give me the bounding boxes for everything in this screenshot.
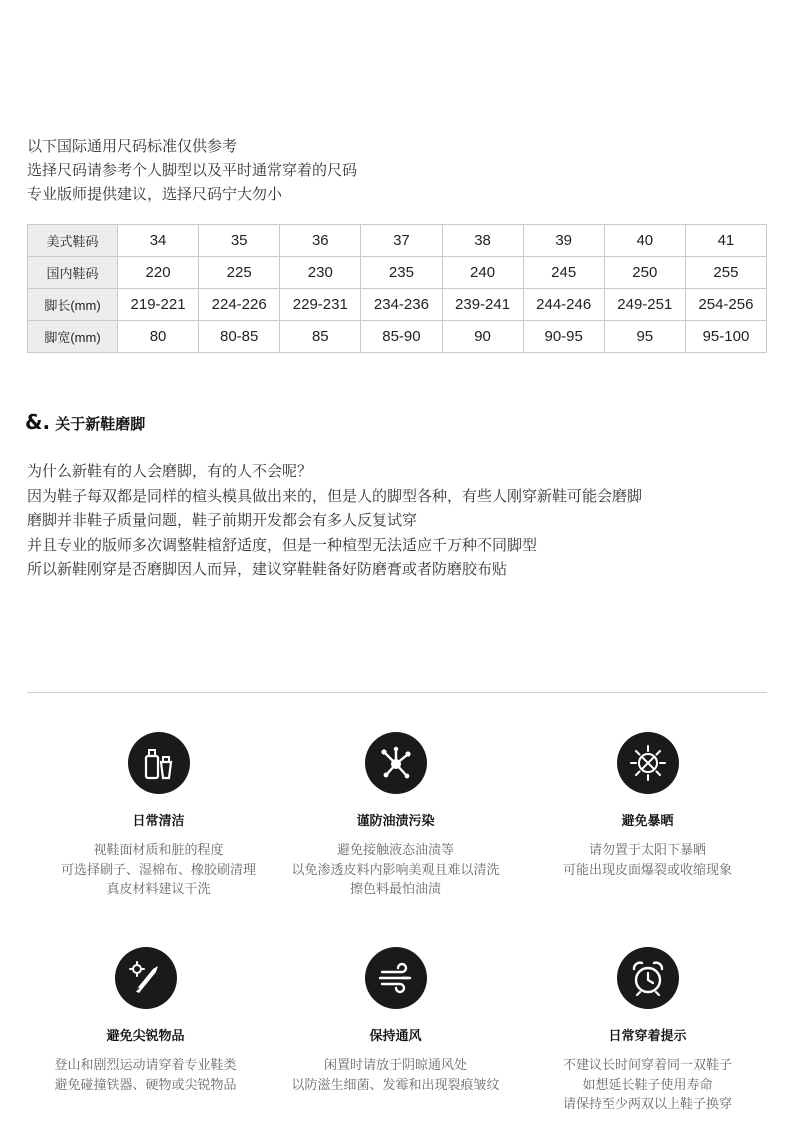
care-line: 可能出现皮面爆裂或收缩现象: [562, 862, 732, 878]
table-cell: 80-85: [199, 321, 280, 353]
care-title: 日常穿着提示: [608, 1029, 687, 1044]
body-line: 所以新鞋刚穿是否磨脚因人而异，建议穿鞋鞋备好防磨膏或者防磨胶布贴: [27, 560, 508, 578]
no-sun-icon: [617, 732, 679, 794]
care-line: 如想延长鞋子使用寿命: [582, 1077, 713, 1093]
table-row: [28, 321, 767, 353]
body-line: 因为鞋子每双都是同样的楦头模具做出来的，但是人的脚型各种，有些人刚穿新鞋可能会磨脚: [27, 486, 643, 505]
section-marker: &.: [25, 410, 51, 434]
intro-line: 以下国际通用尺码标准仅供参考: [27, 137, 238, 155]
care-title: 避免尖锐物品: [106, 1029, 185, 1044]
intro-text: [27, 134, 357, 206]
table-cell: 90: [442, 321, 523, 353]
table-cell: 240: [442, 257, 523, 289]
row-header: 脚长(mm): [28, 289, 118, 321]
sharp-blade-icon: [115, 947, 177, 1009]
table-cell: 250: [604, 257, 685, 289]
table-cell: 36: [280, 225, 361, 257]
table-cell: 229-231: [280, 289, 361, 321]
care-item-cleaning: [27, 732, 290, 900]
divider: [27, 692, 767, 693]
row-header: 国内鞋码: [28, 257, 118, 289]
care-item-ventilation: [264, 947, 527, 1095]
care-item-sharp: [14, 947, 277, 1095]
intro-line: 专业版师提供建议，选择尺码宁大勿小: [27, 185, 283, 203]
section-body: [27, 459, 642, 582]
table-cell: 95: [604, 321, 685, 353]
table-cell: 35: [199, 225, 280, 257]
table-cell: 37: [361, 225, 442, 257]
care-line: 视鞋面材质和脏的程度: [93, 843, 224, 858]
table-cell: 39: [523, 225, 604, 257]
table-cell: 219-221: [118, 289, 199, 321]
intro-line: 选择尺码请参考个人脚型以及平时通常穿着的尺码: [27, 161, 358, 179]
table-cell: 255: [685, 257, 766, 289]
table-cell: 41: [685, 225, 766, 257]
care-line: 真皮材料建议干洗: [106, 882, 211, 897]
body-line: 为什么新鞋有的人会磨脚，有的人不会呢？: [27, 462, 313, 480]
table-cell: 239-241: [442, 289, 523, 321]
table-cell: 40: [604, 225, 685, 257]
section-title: 关于新鞋磨脚: [55, 415, 146, 433]
care-line: 避免碰撞铁器、硬物或尖锐物品: [54, 1077, 237, 1093]
table-cell: 85: [280, 321, 361, 353]
section-heading: [25, 410, 145, 434]
care-item-sun: [516, 732, 779, 880]
cleaning-bottles-icon: [128, 732, 190, 794]
care-line: 可选择刷子、湿棉布、橡胶刷清理: [60, 862, 256, 878]
care-line: 登山和剧烈运动请穿着专业鞋类: [54, 1058, 237, 1073]
body-line: 并且专业的版师多次调整鞋楦舒适度，但是一种楦型无法适应千万种不同脚型: [27, 535, 538, 554]
table-cell: 85-90: [361, 321, 442, 353]
table-cell: 249-251: [604, 289, 685, 321]
care-line: 请勿置于太阳下暴晒: [588, 843, 706, 858]
table-cell: 34: [118, 225, 199, 257]
care-line: 以防滋生细菌、发霉和出现裂痕皱纹: [291, 1077, 500, 1093]
table-row: [28, 289, 767, 321]
table-row: [28, 225, 767, 257]
table-cell: 254-256: [685, 289, 766, 321]
table-cell: 244-246: [523, 289, 604, 321]
table-row: [28, 257, 767, 289]
care-title: 谨防油渍污染: [356, 814, 435, 829]
table-cell: 90-95: [523, 321, 604, 353]
care-item-wear-tip: [516, 947, 779, 1115]
table-cell: 245: [523, 257, 604, 289]
stain-splash-icon: [365, 732, 427, 794]
care-line: 不建议长时间穿着同一双鞋子: [562, 1058, 732, 1073]
table-cell: 235: [361, 257, 442, 289]
table-cell: 220: [118, 257, 199, 289]
wind-icon: [365, 947, 427, 1009]
table-cell: 224-226: [199, 289, 280, 321]
row-header: 脚宽(mm): [28, 321, 118, 353]
care-line: 闲置时请放于阴晾通风处: [323, 1058, 467, 1073]
care-title: 避免暴晒: [621, 814, 674, 829]
alarm-clock-icon: [617, 947, 679, 1009]
row-header: 美式鞋码: [28, 225, 118, 257]
size-chart-table: [27, 224, 767, 353]
body-line: 磨脚并非鞋子质量问题，鞋子前期开发都会有多人反复试穿: [27, 511, 418, 529]
table-cell: 80: [118, 321, 199, 353]
table-cell: 95-100: [685, 321, 766, 353]
care-title: 日常清洁: [132, 814, 185, 829]
care-line: 请保持至少两双以上鞋子换穿: [562, 1097, 732, 1112]
care-line: 以免渗透皮料内影响美观且难以清洗: [291, 862, 500, 878]
care-line: 避免接触液态油渍等: [336, 843, 454, 858]
table-cell: 230: [280, 257, 361, 289]
care-item-stain: [264, 732, 527, 900]
table-cell: 225: [199, 257, 280, 289]
table-cell: 38: [442, 225, 523, 257]
care-title: 保持通风: [369, 1029, 422, 1044]
table-cell: 234-236: [361, 289, 442, 321]
care-line: 擦色料最怕油渍: [349, 882, 441, 897]
